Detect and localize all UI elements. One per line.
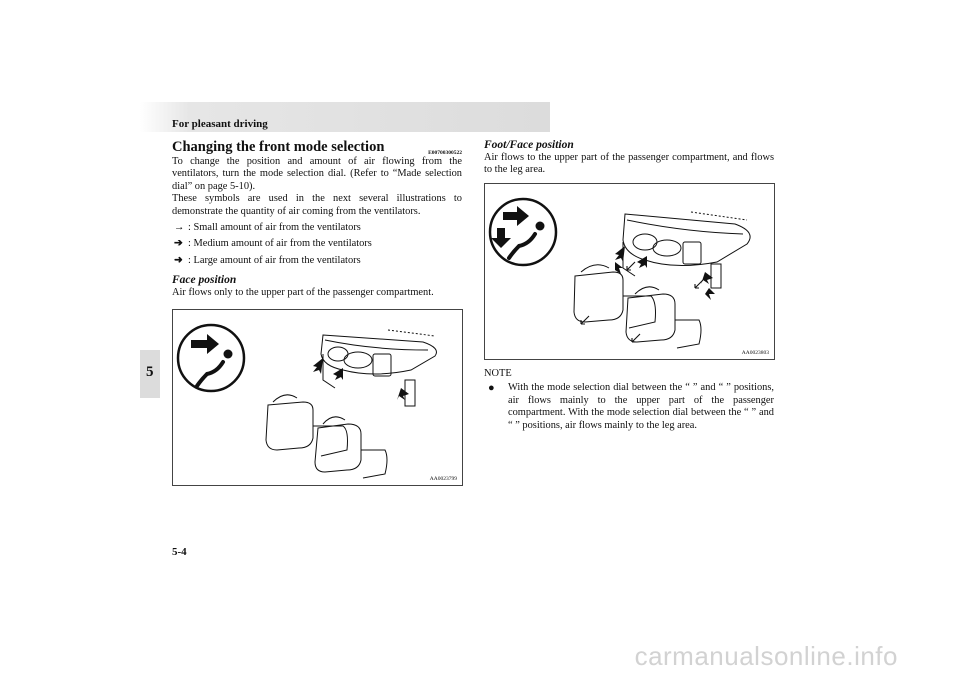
section-title [172, 138, 462, 156]
face-position-heading: Face position [172, 274, 237, 287]
section-title-text: Changing the front mode selection [172, 139, 385, 155]
right-column [484, 138, 774, 177]
dashboard-drawing [321, 330, 437, 406]
foot-face-position-illustration [484, 183, 775, 360]
bullet-icon: ● [488, 382, 495, 395]
note-item [484, 382, 774, 432]
foot-face-text: Air flows to the upper part of the passenger compartment, and flows to the leg area. [484, 152, 774, 176]
foot-face-figure-code: AA0023803 [741, 350, 769, 356]
dashboard-drawing [623, 212, 750, 288]
legend-large-text: : Large amount of air from the ventilators [188, 254, 361, 266]
thick-arrow-icon: ➜ [174, 254, 183, 266]
legend-medium [172, 238, 462, 250]
face-position-text: Air flows only to the upper part of the passenger compartment. [172, 287, 434, 299]
legend-medium-text: : Medium amount of air from the ventilators [188, 238, 372, 250]
left-column [172, 138, 462, 300]
foot-face-heading: Foot/Face position [484, 139, 574, 151]
note-text: With the mode selection dial between the “ ” and “ ” positions, air flows mainly to the upper part of the passenger compartment. With the mode selection dial between the “ ” and “ ” positions, air flows mainly to the leg area. [508, 382, 774, 431]
symbols-paragraph: These symbols are used in the next several illustrations to demonstrate the quantity of air coming from the ventilators. [172, 193, 462, 217]
seats-drawing [574, 265, 701, 348]
page-number: 5-4 [172, 546, 187, 558]
legend-large [172, 255, 462, 267]
intro-paragraph: To change the position and amount of air flowing from the ventilators, turn the mode selection dial. (Refer to “Made selection dial” on page 5-10). [172, 156, 462, 192]
footwell-arrows [581, 262, 703, 342]
foot-face-mode-icon [490, 199, 556, 265]
legend-small-text: : Small amount of air from the ventilators [188, 222, 361, 234]
note-label: NOTE [484, 368, 512, 379]
medium-arrow-icon: ➔ [174, 238, 183, 250]
watermark[interactable]: carmanualsonline.info [634, 641, 898, 671]
face-mode-icon [178, 325, 244, 391]
chapter-tab-number: 5 [146, 364, 154, 380]
thin-arrow-icon: → [174, 222, 185, 234]
section-code: E00700300522 [428, 150, 462, 156]
running-head: For pleasant driving [172, 118, 268, 130]
legend-small [172, 222, 462, 234]
note-block [484, 368, 774, 432]
face-figure-code: AA0023799 [429, 476, 457, 482]
face-position-illustration [172, 309, 463, 486]
seats-drawing [266, 395, 387, 478]
